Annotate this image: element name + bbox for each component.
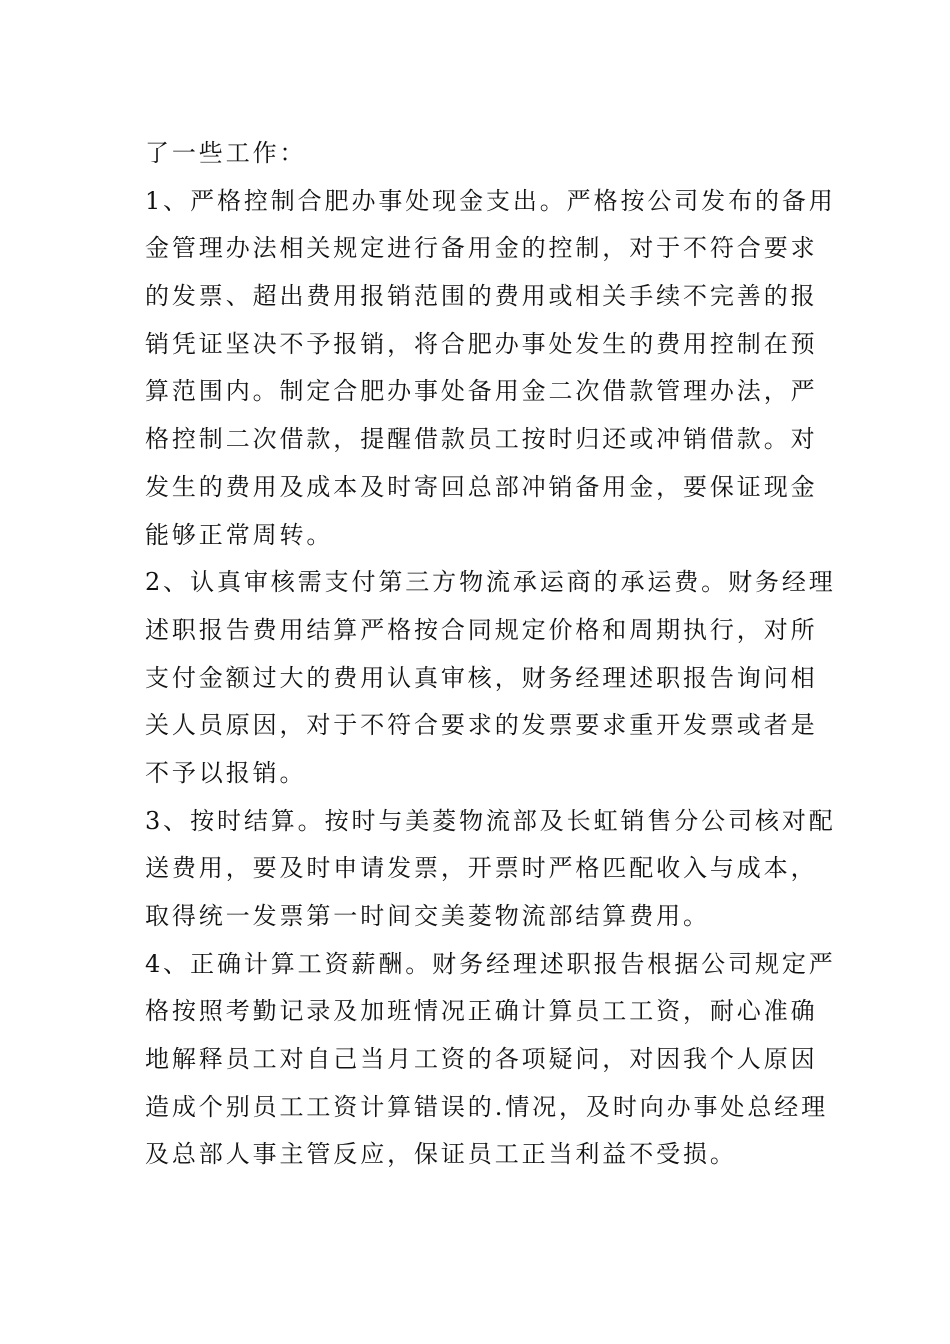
text-line: 格按照考勤记录及加班情况正确计算员工工资，耐心准确 — [145, 997, 818, 1026]
text-line: 送费用，要及时申请发票，开票时严格匹配收入与成本， — [145, 854, 818, 883]
text-line: 能够正常周转。 — [145, 520, 334, 549]
text-line: 取得统一发票第一时间交美菱物流部结算费用。 — [145, 902, 710, 930]
document-body — [145, 130, 836, 1179]
text-line: 不予以报销。 — [145, 758, 307, 787]
text-line: 发生的费用及成本及时寄回总部冲销备用金，要保证现金 — [145, 472, 818, 501]
text-line: 销凭证坚决不予报销，将合肥办事处发生的费用控制在预 — [145, 329, 818, 358]
text-line: 了一些工作： — [145, 139, 307, 167]
text-line: 格控制二次借款，提醒借款员工按时归还或冲销借款。对 — [145, 425, 818, 454]
text-line: 及总部人事主管反应，保证员工正当利益不受损。 — [145, 1140, 737, 1169]
text-line: 金管理办法相关规定进行备用金的控制，对于不符合要求 — [145, 234, 818, 263]
text-line: 算范围内。制定合肥办事处备用金二次借款管理办法，严 — [145, 377, 818, 406]
text-line: 的发票、超出费用报销范围的费用或相关手续不完善的报 — [145, 282, 818, 311]
text-line: 造成个别员工工资计算错误的.情况，及时向办事处总经理 — [145, 1092, 829, 1121]
text-line: 3、按时结算。按时与美菱物流部及长虹销售分公司核对配 — [145, 806, 836, 835]
text-line: 4、正确计算工资薪酬。财务经理述职报告根据公司规定严 — [145, 949, 836, 978]
text-line: 2、认真审核需支付第三方物流承运商的承运费。财务经理 — [145, 568, 836, 597]
text-line: 地解释员工对自己当月工资的各项疑问，对因我个人原因 — [145, 1045, 818, 1074]
text-line: 述职报告费用结算严格按合同规定价格和周期执行，对所 — [145, 615, 818, 644]
text-line: 支付金额过大的费用认真审核，财务经理述职报告询问相 — [145, 663, 818, 692]
text-line: 关人员原因，对于不符合要求的发票要求重开发票或者是 — [145, 711, 818, 740]
text-line: 1、严格控制合肥办事处现金支出。严格按公司发布的备用 — [145, 186, 836, 215]
